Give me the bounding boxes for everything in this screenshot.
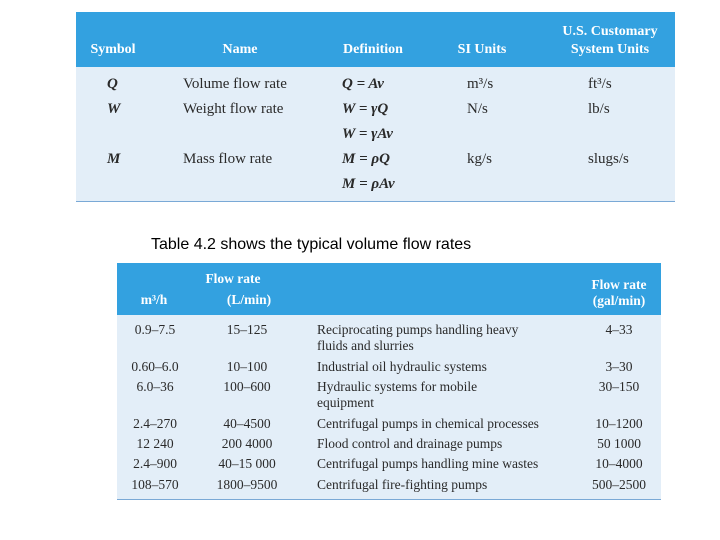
cell-name: Mass flow rate [183, 151, 273, 167]
cell-m3h: 0.9–7.5 [134, 322, 176, 337]
cell-us-unit: lb/s [588, 101, 610, 117]
typical-flow-rates-table [117, 263, 661, 500]
cell-lmin: 100–600 [223, 379, 271, 394]
header-us-units-line2: System Units [570, 42, 650, 57]
cell-name: Volume flow rate [183, 76, 287, 92]
cell-galmin: 50 1000 [597, 436, 641, 451]
cell-description: Centrifugal pumps handling mine wastes [317, 456, 539, 471]
cell-galmin: 30–150 [598, 379, 640, 394]
cell-galmin: 500–2500 [592, 477, 646, 492]
cell-lmin: 10–100 [226, 359, 268, 374]
cell-m3h: 108–570 [131, 477, 179, 492]
cell-description-cont: equipment [317, 395, 374, 410]
cell-definition: W = γAv [342, 126, 393, 142]
cell-m3h: 0.60–6.0 [131, 359, 179, 374]
cell-description: Reciprocating pumps handling heavy [317, 322, 519, 337]
cell-m3h: 2.4–900 [133, 456, 177, 471]
cell-definition: Q = Av [342, 76, 384, 92]
cell-definition: M = ρAv [342, 176, 395, 192]
cell-definition: M = ρQ [342, 151, 390, 167]
cell-lmin: 200 4000 [221, 436, 273, 451]
cell-us-unit: ft³/s [588, 76, 612, 92]
cell-si-unit: kg/s [467, 151, 493, 167]
header-us-units-line1: U.S. Customary [562, 24, 658, 39]
cell-symbol: M [107, 151, 121, 167]
header-flow-rate-group: Flow rate [205, 271, 261, 286]
flow-rate-units-table [76, 12, 675, 202]
cell-m3h: 12 240 [136, 436, 174, 451]
cell-m3h: 2.4–270 [133, 416, 177, 431]
cell-name: Weight flow rate [183, 101, 284, 117]
cell-galmin: 10–1200 [595, 416, 643, 431]
cell-si-unit: m³/s [467, 76, 494, 92]
header-lmin: (L/min) [226, 292, 272, 307]
cell-description: Industrial oil hydraulic systems [317, 359, 487, 374]
header-symbol: Symbol [90, 42, 136, 57]
cell-si-unit: N/s [467, 101, 488, 117]
cell-lmin: 15–125 [226, 322, 268, 337]
cell-description-cont: fluids and slurries [317, 338, 414, 353]
cell-lmin: 40–4500 [223, 416, 271, 431]
cell-galmin: 3–30 [605, 359, 633, 374]
cell-galmin: 4–33 [605, 322, 633, 337]
cell-definition: W = γQ [342, 101, 389, 117]
cell-description: Flood control and drainage pumps [317, 436, 503, 451]
header-galmin-line1: Flow rate [591, 277, 647, 292]
table-header-row [117, 263, 661, 315]
cell-description: Hydraulic systems for mobile [317, 379, 478, 394]
header-galmin-line2: (gal/min) [592, 293, 646, 308]
header-si-units: SI Units [457, 42, 507, 57]
cell-description: Centrifugal fire-fighting pumps [317, 477, 488, 492]
caption-text: Table 4.2 shows the typical volume flow rates [151, 236, 472, 253]
cell-symbol: W [107, 101, 121, 117]
header-definition: Definition [343, 42, 403, 57]
cell-us-unit: slugs/s [588, 151, 629, 167]
header-name: Name [222, 42, 258, 57]
cell-lmin: 1800–9500 [216, 477, 278, 492]
cell-symbol: Q [107, 76, 118, 92]
header-m3h: m³/h [140, 292, 168, 307]
table-header-row [76, 12, 675, 67]
cell-description: Centrifugal pumps in chemical processes [317, 416, 539, 431]
cell-m3h: 6.0–36 [136, 379, 174, 394]
cell-lmin: 40–15 000 [218, 456, 276, 471]
cell-galmin: 10–4000 [595, 456, 643, 471]
